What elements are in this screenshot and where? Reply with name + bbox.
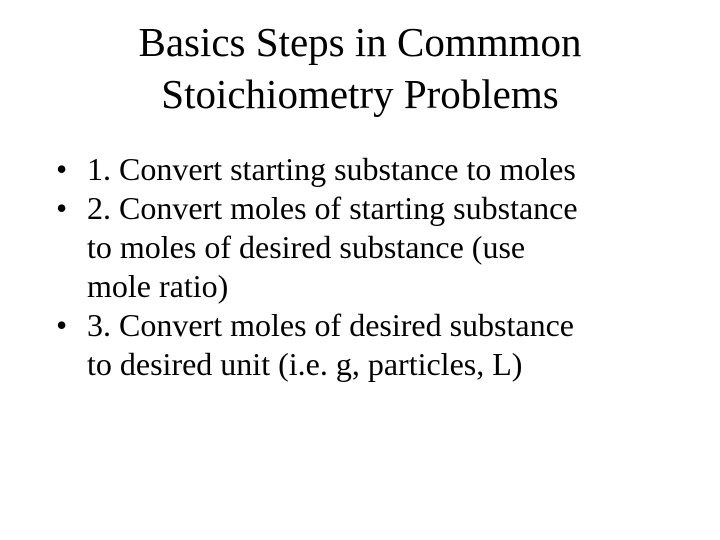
- bullet-item-2: [56, 189, 676, 306]
- bullet-text-line: mole ratio): [87, 268, 229, 304]
- bullet-list: [56, 150, 676, 384]
- bullet-text-line: 2. Convert moles of starting substance: [87, 190, 578, 226]
- bullet-item-1: [56, 150, 676, 189]
- bullet-dot-icon: •: [56, 151, 68, 187]
- bullet-dot-icon: •: [56, 190, 68, 226]
- bullet-text-line: 1. Convert starting substance to moles: [87, 151, 576, 187]
- bullet-item-3: [56, 306, 676, 384]
- bullet-dot-icon: •: [56, 307, 68, 343]
- slide-title: [70, 16, 650, 120]
- slide-title-line-2: Stoichiometry Problems: [161, 71, 559, 117]
- bullet-text-line: to desired unit (i.e. g, particles, L): [87, 346, 523, 382]
- bullet-text-line: to moles of desired substance (use: [87, 229, 526, 265]
- bullet-text-line: 3. Convert moles of desired substance: [87, 307, 574, 343]
- slide-title-line-1: Basics Steps in Commmon: [138, 19, 582, 65]
